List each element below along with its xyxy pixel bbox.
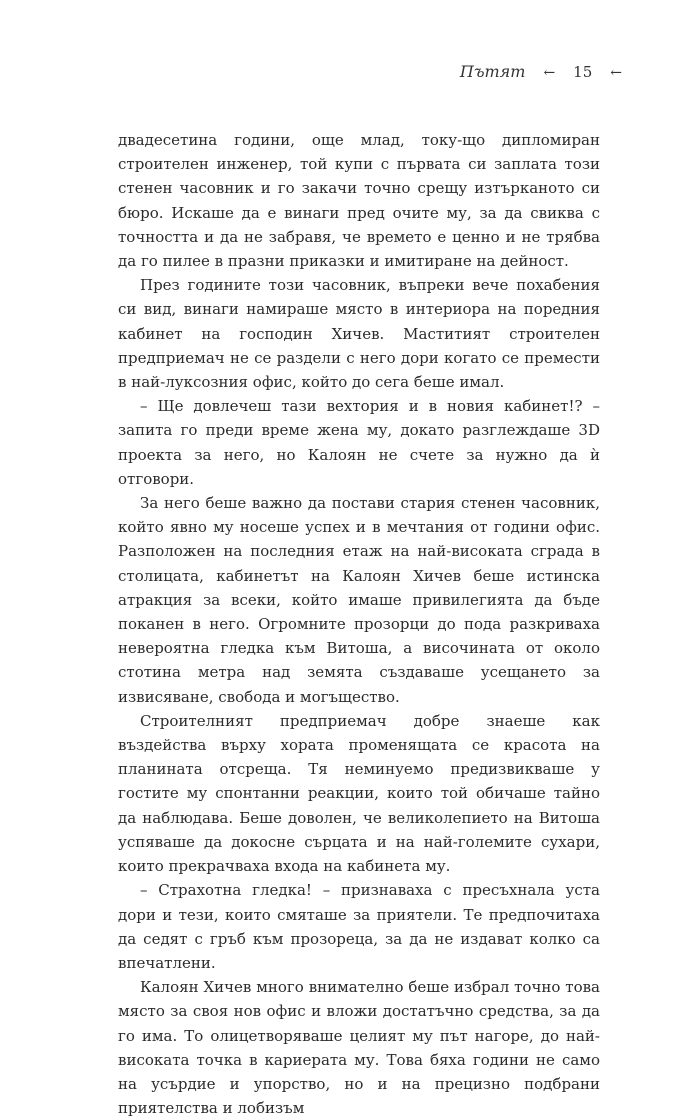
paragraph: За него беше важно да постави стария стенен часовник, който явно му носеше успех и в мечтания от години офис. Разположен на последния етаж на най-високата сграда в столицата, кабинетът на Калоян Хичев беше истинска атракция за всеки, който имаше привилегията да бъде поканен в него. Огромните прозорци до пода разкриваха невероятна гледка към Витоша, а височината от около стотина метра над земята създаваше усещането за извисяване, свобода и могъщество. — [118, 494, 600, 706]
running-header — [460, 62, 622, 81]
paragraph: Строителният предприемач добре знаеше как въздейства върху хората променящата се красота на планината отсреща. Тя неминуемо предизвикваше у гостите му спонтанни реакции, които той обичаше тайно да наблюдава. Беше доволен, че великолепието на Витоша успяваше да докосне сърцата и на най-големите сухари, които прекрачваха входа на кабинета му. — [118, 711, 600, 876]
paragraph: – Ще довлечеш тази вехтория и в новия кабинет!? – запита го преди време жена му, докато разглеждаше 3D проекта за него, но Калоян не счете за нужно да ѝ отговори. — [118, 397, 600, 488]
paragraph: През годините този часовник, въпреки вече похабения си вид, винаги намираше място в интериора на поредния кабинет на господин Хичев. Маститият строителен предприемач не се раздели с него дори когато се премести в най-луксозния офис, който до сега беше имал. — [118, 276, 600, 392]
paragraph: Калоян Хичев много внимателно беше избрал точно това място за своя нов офис и вложи достатъчно средства, за да го има. То олицетворяваше целият му път нагоре, до най-високата точка в кариерата му. Това бяха години не само на усърдие и упорство, но и на прецизно подбрани приятелства и лобизъм — [118, 978, 600, 1118]
arrow-left-icon: ← — [610, 65, 622, 81]
paragraph: двадесетина години, още млад, току-що дипломиран строителен инженер, той купи с първата си заплата този стенен часовник и го закачи точно срещу изтърканото си бюро. Искаше да е винаги пред очите му, за да свиква с точността и да не забравя, че времето е ценно и не трябва да го пилее в празни приказки и имитиране на дейност. — [118, 131, 600, 271]
chapter-title: Пътят — [459, 62, 526, 81]
paragraph: – Страхотна гледка! – признаваха с пресъхнала уста дори и тези, които смяташе за приятели. Те предпочитаха да седят с гръб към прозореца, за да не издават колко са впечатлени. — [118, 881, 600, 972]
arrow-left-icon: ← — [543, 65, 556, 81]
page-number: 15 — [573, 63, 593, 81]
body-text — [118, 128, 600, 1120]
